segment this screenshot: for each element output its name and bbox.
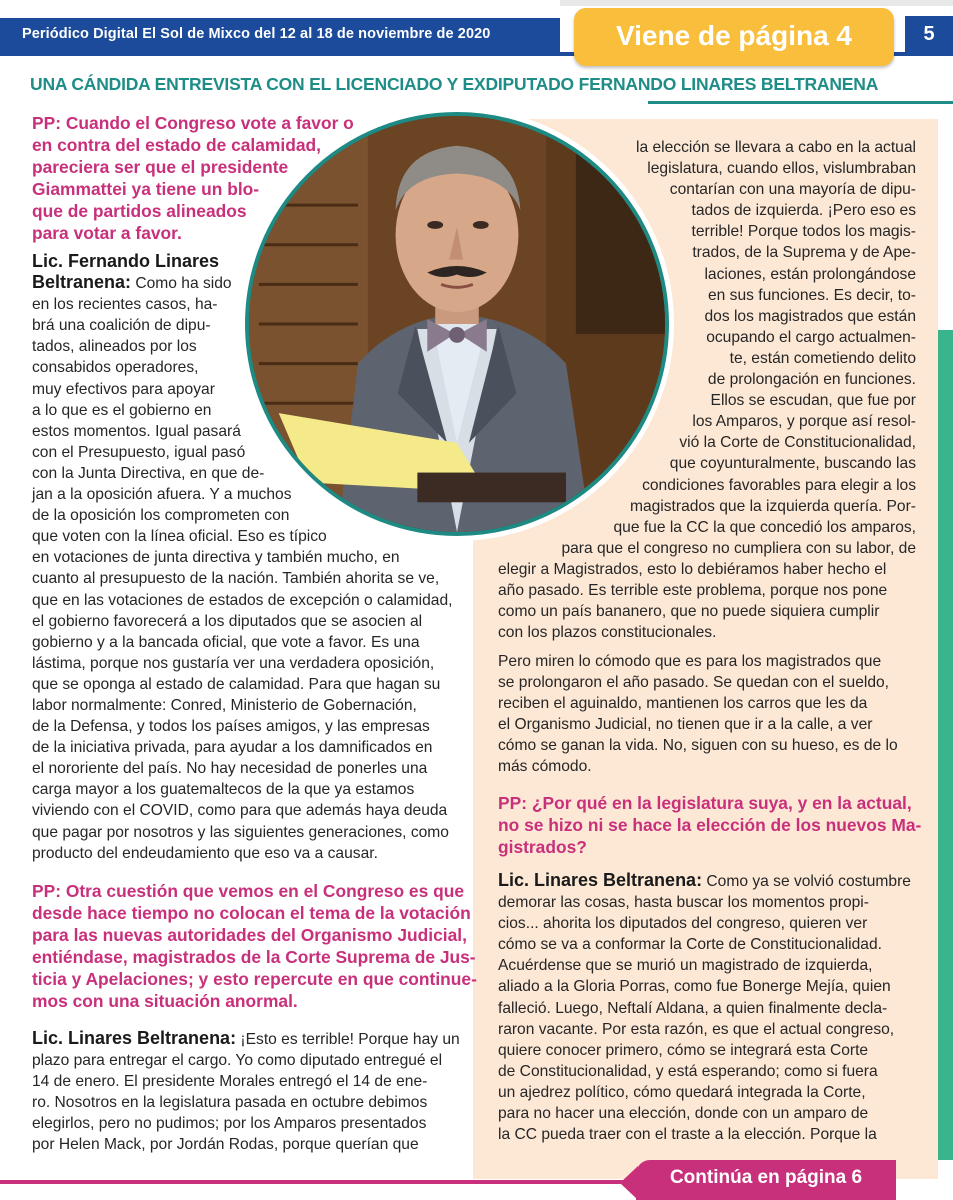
continues-label: Continúa en página 6 <box>669 1167 863 1188</box>
continuation-text: la elección se llevara a cabo en la actual legislatura, cuando ellos, vislumbraban contarían con una mayoría de dipu- tados de izquierda. ¡Pero eso es terrible! Porque todos los magis- trados, de la Suprema y de Ape- laciones, están prolongándose en sus funciones. Es decir, to- dos los magistrados que están ocupando el cargo actualmen- te, están cometiendo delito de prolongación en funciones. Ellos se escudan, que fue por los Amparos, y porque así resol- vió la Corte de Constitucionalidad, que coyunturalmente, buscando las condiciones favorables para elegir a los magistrados que la izquierda quería. Por- que fue la CC la que concedió los amparos, para que el congreso no cumpliera con su labor, de <box>561 139 916 557</box>
right-accent-bar <box>938 330 953 1160</box>
newspaper-title: Periódico Digital El Sol de Mixco del 12 al 18 de noviembre de 2020 <box>22 26 491 42</box>
portrait-illustration <box>249 116 665 532</box>
bottom-rule <box>0 1180 640 1184</box>
speaker-name: Beltranena: <box>32 272 132 293</box>
pp-label: PP: <box>32 113 61 133</box>
from-page-label: Viene de página 4 <box>615 20 853 51</box>
speaker-name: Lic. Linares Beltranena: <box>498 870 703 890</box>
pp-label: PP: <box>32 881 61 901</box>
page-number: 5 <box>923 23 935 45</box>
portrait-photo <box>245 112 669 536</box>
answer-3: Lic. Linares Beltranena: Como ya se volvió costumbre demorar las cosas, hasta buscar los momentos propi- cios... ahorita los diputados del congreso, quieren ver cómo se va a conformar la Corte de Constitucionalidad. Acuérdense que se murió un magistrado de izquierda, aliado a la Gloria Porras, como fue Bonerge Mejía, quien falleció. Luego, Neftalí Aldana, a quien finalmente decla- raron vacante. Por esta razón, es que el actual congreso, quiere conocer primero, cómo se integrará esta Corte de Constitucionalidad, y está esperando; como si fuera un ajedrez político, cómo quedará integrada la Corte, para no hacer una elección, donde con un amparo de la CC pueda traer con el traste a la elección. Porque la <box>498 870 911 1144</box>
top-edge-band <box>560 0 953 6</box>
page-number-box <box>905 16 953 54</box>
question-1: PP: Cuando el Congreso vote a favor o en contra del estado de calamidad, pareciera ser que el presidente Giammattei ya tiene un blo- que de partidos alineados para votar a favor. <box>32 113 354 243</box>
from-page-badge[interactable] <box>574 8 894 66</box>
headline-rule <box>648 101 953 104</box>
answer-1: Lic. Fernando Linares Beltranena: Como ha sido en los recientes casos, ha- brá una coalición de dipu- tados, alineados por los consabidos operadores, muy efectivos para apoyar a lo que es el gobierno en estos momentos. Igual pasará con el Presupuesto, igual pasó con la Junta Directiva, en que de- jan a la oposición afuera. Y a muchos de la oposición los comprometen con que voten con la línea oficial. Eso es típico en votaciones de junta directiva y también mucho, en cuanto al presupuesto de la nación. También ahorita se ve, que en las votaciones de estados de excepción o calamidad, el gobierno favorecerá a los diputados que se asocien al gobierno y a la bancada oficial, que vote a favor. Es una lástima, porque nos gustaría ver una verdadera oposición, que se oponga al estado de calamidad. Para que hagan su labor normalmente: Conred, Ministerio de Gobernación, de la Defensa, y todos los países amigos, y las empresas de la iniciativa privada, para ayudar a los damnificados en el nororiente del país. No hay necesidad de ponerles una carga mayor a los guatemaltecos de la que ya estamos viviendo con el COVID, como para que además haya deuda que pagar por nosotros y las siguientes generaciones, como producto del endeudamiento que eso va a causar. <box>32 251 453 862</box>
answer-2: Lic. Linares Beltranena: ¡Esto es terrible! Porque hay un plazo para entregar el cargo. Yo como diputado entregué el 14 de enero. El presidente Morales entregó el 14 de ene- ro. Nosotros en la legislatura pasada en octubre debimos elegirlos, pero no pudimos; por los Amparos presentados por Helen Mack, por Jordán Rodas, porque querían que <box>32 1028 460 1154</box>
continues-badge[interactable] <box>636 1160 896 1200</box>
pp-label: PP: <box>498 793 527 813</box>
speaker-name: Lic. Linares Beltranena: <box>32 1028 237 1048</box>
speaker-name: Lic. Fernando Linares <box>32 251 220 271</box>
continuation-text-full: elegir a Magistrados, esto lo debiéramos haber hecho el año pasado. Es terrible este problema, porque nos pone como un país bananero, que no puede siquiera cumplir con los plazos constitucionales. <box>498 561 888 642</box>
question-2: PP: Otra cuestión que vemos en el Congreso es que desde hace tiempo no colocan el tema de la votación para las nuevas autoridades del Organismo Judicial, entiéndase, magistrados de la Corte Suprema de Jus- ticia y Apelaciones; y esto repercute en que continue- mos con una situación anormal. <box>32 881 477 1011</box>
article-headline: UNA CÁNDIDA ENTREVISTA CON EL LICENCIADO Y EXDIPUTADO FERNANDO LINARES BELTRANENA <box>30 74 879 94</box>
paragraph-2: Pero miren lo cómodo que es para los magistrados que se prolongaron el año pasado. Se quedan con el sueldo, reciben el aguinaldo, mantienen los carros que les da el Organismo Judicial, no tienen que ir a la calle, a ver cómo se ganan la vida. No, siguen con su hueso, es de lo más cómodo. <box>498 653 898 776</box>
question-3: PP: ¿Por qué en la legislatura suya, y en la actual, no se hizo ni se hace la elección de los nuevos Ma- gistrados? <box>498 793 922 857</box>
